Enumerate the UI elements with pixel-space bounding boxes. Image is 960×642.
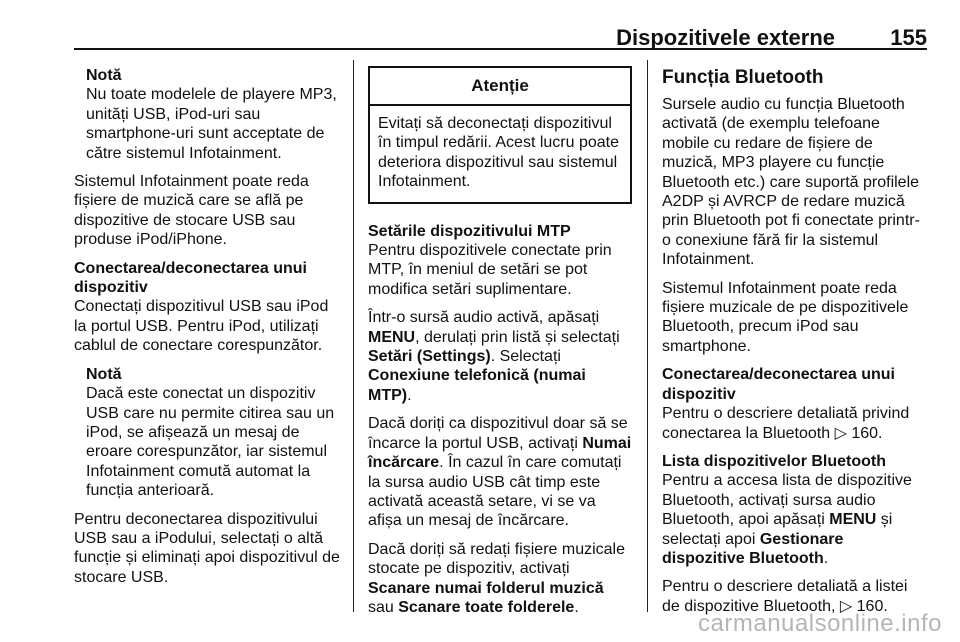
menu-key: MENU <box>368 328 416 346</box>
paragraph: Dacă doriți să redați fișiere muzicale stocate pe dispozitiv, activați Scanare numai folderul muzică sau Scanare toate folderele. <box>368 540 625 616</box>
subheading: Setările dispozitivului MTP <box>368 222 571 240</box>
note-title: Notă <box>86 365 122 383</box>
page-reference: 160 <box>851 424 879 442</box>
paragraph: Într-o sursă audio activă, apăsați MENU, derulați prin listă și selectați Setări (Settings). Selectați Conexiune telefonică (numai MTP). <box>368 309 620 404</box>
paragraph: Sursele audio cu funcția Bluetooth activată (de exemplu telefoane mobile cu redare de fișiere de muzică, MP3 playere cu funcție Bluetooth etc.) care suportă profilele A2DP și AVRCP de redare muzică prin Bluetooth pot fi conectate printr-o conexiune fără fir la sistemul Infotainment. <box>662 96 920 269</box>
warning-text: Evitați să deconectați dispozitivul în timpul redării. Acest lucru poate deteriora dispozitivul sau sistemul Infotainment. <box>378 115 620 191</box>
page-title: Dispozitivele externe <box>616 25 835 50</box>
column-divider <box>647 60 648 612</box>
page-number: 155 <box>890 25 927 50</box>
page-header <box>74 18 927 50</box>
note-title: Notă <box>86 67 122 84</box>
note-text: Dacă este conectat un dispozitiv USB care nu permite citirea sau un iPod, se afișează un mesaj de eroare corespunzător, iar sistemul Infotainment comută automat la funcția anterioară. <box>86 385 335 500</box>
menu-item-phone-connection: Conexiune telefonică (numai MTP) <box>368 367 586 404</box>
page-reference-arrow-icon: ▷ <box>839 597 853 615</box>
column-left <box>74 66 344 596</box>
paragraph: Pentru dispozitivele conectate prin MTP, în meniul de setări se pot modifica setări suplimentare. <box>368 242 612 298</box>
watermark: carmanualsonline.info <box>698 610 942 637</box>
paragraph: Pentru o descriere detaliată a listei de dispozitive Bluetooth, ▷ 160. <box>662 578 908 615</box>
warning-title: Atenție <box>370 68 630 106</box>
menu-item-manage-devices: Gestionare dispozitive Bluetooth <box>662 530 844 567</box>
note-text: Nu toate modelele de playere MP3, unități USB, iPod-uri sau smartphone-uri sunt acceptate de către sistemul Infotainment. <box>86 86 337 162</box>
subheading: Conectarea/deconectarea unui dispozitiv <box>74 259 307 297</box>
column-divider <box>353 60 354 612</box>
paragraph: Conectați dispozitivul USB sau iPod la portul USB. Pentru iPod, utilizați cablul de conectare corespunzător. <box>74 298 329 355</box>
paragraph: Dacă doriți ca dispozitivul doar să se încarce la portul USB, activați Numai încărcare. În cazul în care comutați la sursa audio USB cât timp este activată această setare, vi se va afișa un mesaj de încărcare. <box>368 415 632 530</box>
option-scan-music-folder: Scanare numai folderul muzică <box>368 579 604 597</box>
paragraph: Sistemul Infotainment poate reda fișiere de muzică care se află pe dispozitive de stocare USB sau produse iPod/iPhone. <box>74 173 309 249</box>
section-heading: Funcția Bluetooth <box>662 67 824 88</box>
paragraph: Pentru deconectarea dispozitivului USB sau a iPodului, selectați o altă funcție și eliminați apoi dispozitivul de stocare USB. <box>74 510 340 586</box>
note-box <box>86 365 344 501</box>
warning-box <box>368 66 632 204</box>
menu-item-settings: Setări (Settings) <box>368 348 491 366</box>
column-right: Funcția Bluetooth Sursele audio cu funcția Bluetooth activată (de exemplu telefoane mobile cu redare de fișiere de muzică, MP3 playere cu funcție Bluetooth etc.) care suportă profilele A2DP și AVRCP de redare muzică prin Bluetooth pot fi conectate printr-o conexiune fără fir la sistemul Infotainment. Sistemul Infotainment poate reda fișiere muzicale de pe dispozitivele Bluetooth, precum iPod sau smartphone. Conectarea/deconectarea unui dispozitiv Pentru o descriere detaliată privind conectarea la Bluetooth ▷ 160. Lista dispozitivelor Bluetooth Pentru a accesa lista de dispozitive Bluetooth, activați sursa audio Bluetooth, apoi apăsați MENU și selectați apoi Gestionare dispozitive Bluetooth. Pentru o descriere detaliată a listei de dispozitive Bluetooth, ▷ 160. <box>662 66 928 625</box>
menu-key: MENU <box>829 511 877 529</box>
subheading: Lista dispozitivelor Bluetooth <box>662 452 887 470</box>
option-scan-all-folders: Scanare toate folderele <box>398 598 575 616</box>
paragraph: Sistemul Infotainment poate reda fișiere muzicale de pe dispozitivele Bluetooth, precum iPod sau smartphone. <box>662 279 909 355</box>
subheading: Conectarea/deconectarea unui dispozitiv <box>662 366 895 403</box>
option-charge-only: Numai încărcare <box>368 434 632 472</box>
page-reference: 160 <box>856 597 884 615</box>
column-middle <box>368 66 632 626</box>
page-reference-arrow-icon: ▷ <box>834 424 847 442</box>
note-box <box>86 66 344 163</box>
